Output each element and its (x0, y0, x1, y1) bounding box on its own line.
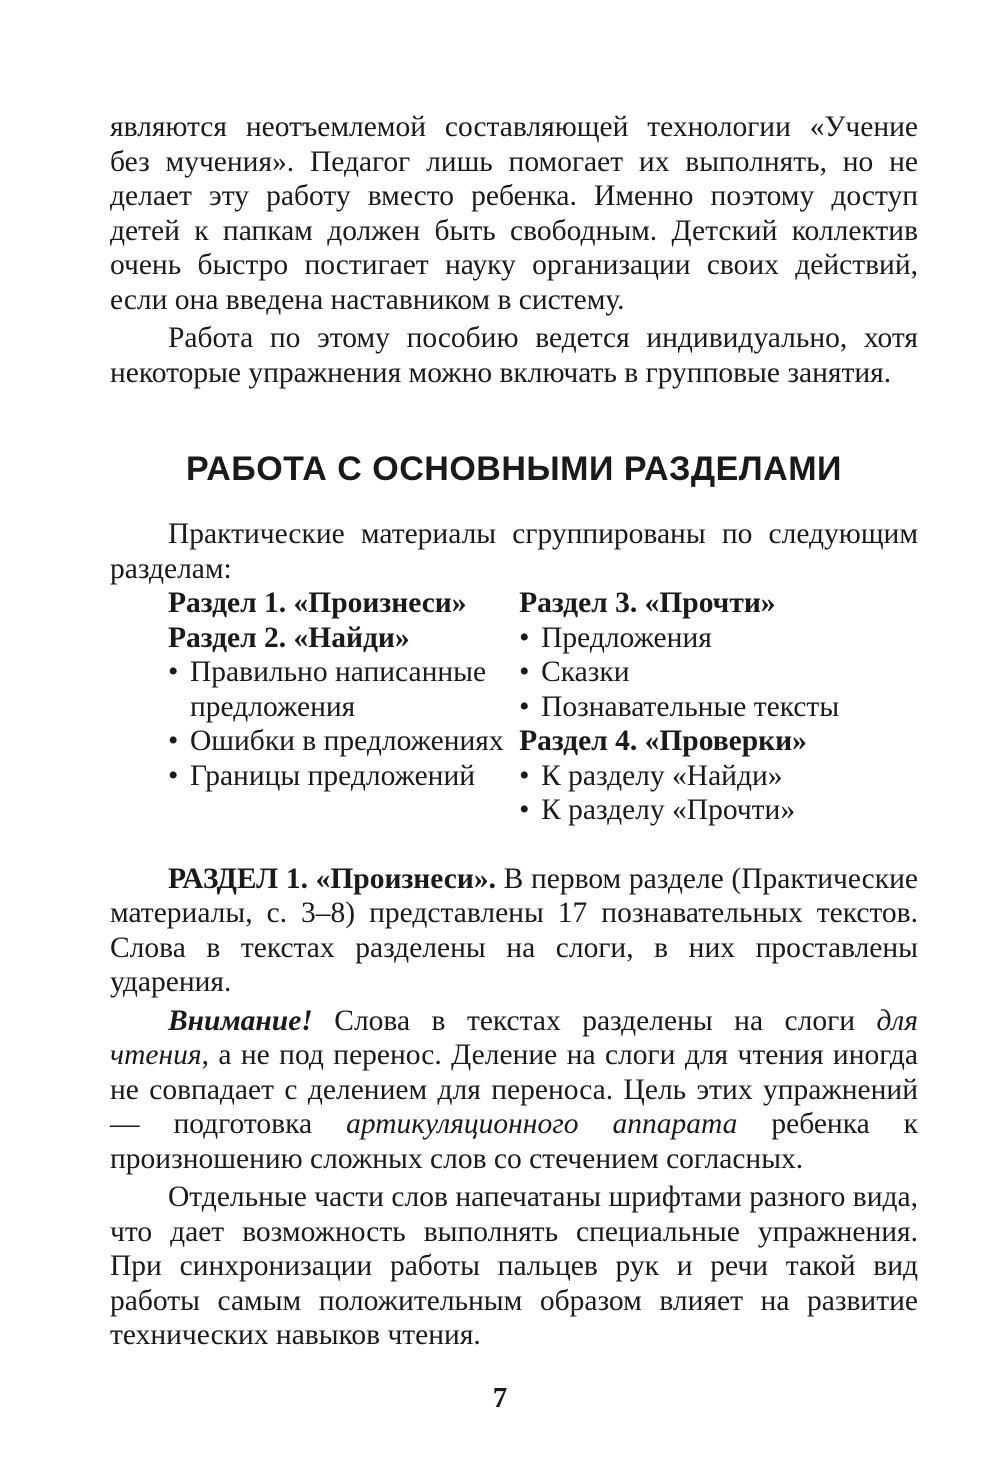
section-3-title: Раздел 3. «Прочти» (519, 587, 776, 619)
list-item: • Познавательные тексты (519, 690, 840, 723)
emphasis: артикуляционного аппарата (346, 1108, 738, 1140)
section-1-paragraph: РАЗДЕЛ 1. «Произнеси». В первом разделе (Практические материалы, с. 3–8) представлены 17 познавательных текстов. Слова в текстах разделены на слоги, в них проставлены ударения. (110, 862, 918, 998)
sections-left-column (110, 586, 519, 828)
list-item: • Правильно написанные предложения (168, 656, 487, 723)
section-1-lead: РАЗДЕЛ 1. «Произнеси». (168, 862, 496, 895)
emphasis: для чтения (110, 1004, 918, 1071)
list-item: • Границы предложений (168, 759, 476, 792)
sections-list (110, 586, 918, 828)
attention-paragraph: Внимание! Слова в текстах разделены на слоги для чтения, а не под перенос. Деление на слоги для чтения иногда не совпадает с делением для переноса. Цель этих упражнений — подготовка артикуляционного аппарата ребенка к произношению сложных слов со стечением согласных. (110, 1004, 918, 1175)
list-item: • К разделу «Прочти» (519, 794, 796, 826)
intro-paragraph-1: являются неотъемлемой составляющей технологии «Учение без мучения». Педагог лишь помогает их выполнять, но не делает эту работу вместо ребенка. Именно поэтому доступ детей к папкам должен быть свободным. Детский коллектив очень быстро постигает науку организации своих действий, если она введена наставником в систему. (110, 111, 918, 316)
section-heading: РАБОТА С ОСНОВНЫМИ РАЗДЕЛАМИ (186, 450, 842, 488)
list-item: • Ошибки в предложениях (168, 725, 504, 757)
intro-paragraph-2: Работа по этому пособию ведется индивидуально, хотя некоторые упражнения можно включать в групповые занятия. (110, 322, 918, 389)
fonts-paragraph: Отдельные части слов напечатаны шрифтами разного вида, что дает возможность выполнять специальные упражнения. При синхронизации работы пальцев рук и речи такой вид работы самым положительным образом влияет на развитие технических навыков чтения. (110, 1181, 918, 1351)
sections-intro: Практические материалы сгруппированы по следующим разделам: (110, 518, 918, 585)
page-number: 7 (492, 1382, 508, 1414)
section-2-title: Раздел 2. «Найди» (168, 621, 410, 654)
attention-lead: Внимание! (168, 1004, 313, 1037)
section-1-title: Раздел 1. «Произнеси» (168, 587, 467, 619)
section-4-title: Раздел 4. «Проверки» (519, 725, 807, 757)
list-item: • К разделу «Найди» (519, 759, 783, 792)
list-item: • Предложения (519, 621, 712, 654)
sections-right-column (519, 586, 918, 828)
list-item: • Сказки (519, 656, 630, 688)
